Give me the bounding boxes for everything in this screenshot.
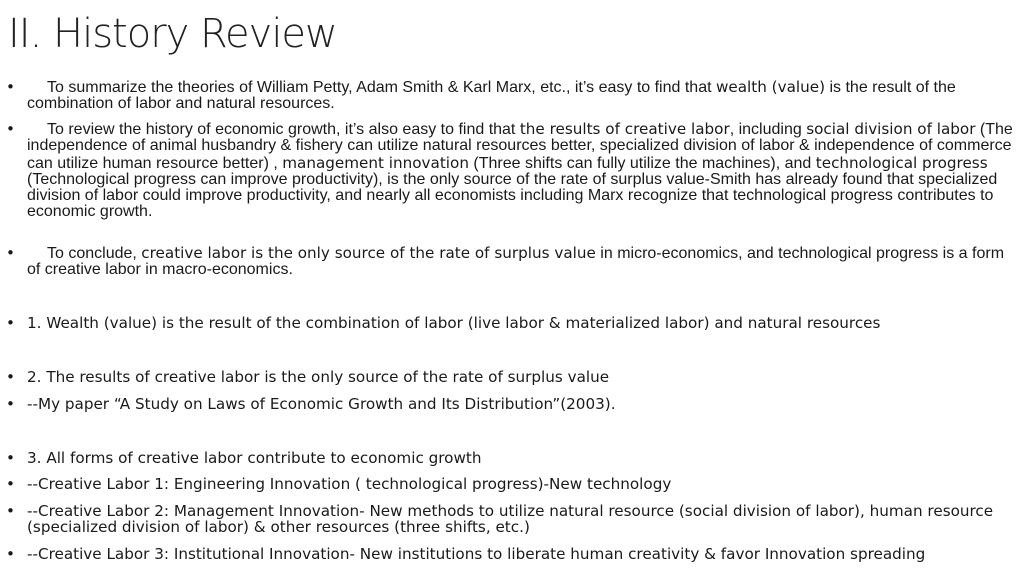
point-paper-reference [6, 396, 1018, 413]
text-run: , including [729, 121, 807, 138]
bullet-dot: • [6, 314, 15, 332]
text-run: (The independence of animal husbandry & fishery can utilize natural resources better, specialized division of labor & independence of commerce can utilize human resource better) , [27, 121, 1013, 172]
bullet-dot: • [6, 120, 15, 138]
bullet-text [27, 121, 1018, 221]
text-run: --Creative Labor 1: Engineering Innovation ( technological progress)- [27, 475, 550, 493]
bullet-dot: • [6, 244, 15, 262]
text-run: to utilize natural resource (social division of labor), human resource (specialized division of labor) & other resources (three shifts, etc.) [27, 502, 994, 536]
creative-labor-2 [6, 503, 1018, 535]
bullet-summary [6, 79, 1018, 113]
emphasis-new-methods: New methods [369, 502, 474, 520]
bullet-text [27, 79, 1018, 113]
text-run: --Creative Labor 2: Management Innovation- [27, 502, 370, 520]
bullet-dot: • [6, 475, 15, 493]
point-text [27, 476, 1018, 493]
point-text: 3. All forms of creative labor contribute to economic growth [27, 449, 482, 467]
point-text: 2. The results of creative labor is the only source of the rate of surplus value [27, 368, 610, 386]
bullet-dot: • [6, 395, 15, 413]
bullet-dot: • [6, 78, 15, 96]
bullet-dot: • [6, 502, 15, 520]
text-run: in micro-economics, and technological progress is a form of creative labor in macro-economics. [27, 245, 1005, 279]
bullet-history-review [6, 121, 1018, 221]
emphasis-creative-labor-source: creative labor is the only source of the rate of surplus value [141, 244, 596, 262]
text-run: To summarize the theories of William Petty, Adam Smith & Karl Marx, etc., it’s easy to find that [47, 79, 716, 96]
creative-labor-3 [6, 546, 1018, 563]
point-text [27, 503, 1018, 535]
creative-labor-1 [6, 476, 1018, 493]
point-text: --My paper “A Study on Laws of Economic Growth and Its Distribution”(2003). [27, 395, 616, 413]
text-run: To review the history of economic growth, it’s also easy to find that [47, 121, 520, 138]
point-creative-labor [6, 369, 1018, 386]
emphasis-social-division: social division of labor [806, 120, 976, 138]
bullet-dot: • [6, 368, 15, 386]
bullet-dot: • [6, 449, 15, 467]
text-run: to liberate human creativity & favor Innovation spreading [482, 545, 926, 563]
point-wealth [6, 315, 1018, 332]
emphasis-creative-labor-results: the results of creative labor [519, 120, 730, 138]
point-text: 1. Wealth (value) is the result of the combination of labor (live labor & materialized labor) and natural resources [27, 314, 881, 332]
text-run: --Creative Labor 3: Institutional Innovation- [27, 545, 360, 563]
text-run: is the result of the combination of labor and natural resources. [27, 79, 956, 113]
emphasis-technological-progress: technological progress [815, 153, 988, 172]
point-all-forms [6, 450, 1018, 467]
bullet-conclusion [6, 245, 1018, 279]
emphasis-management-innovation: management innovation [282, 153, 469, 172]
text-run: (Technological progress can improve productivity), is the only source of the rate of surplus value-Smith has already found that specialized division of labor could improve productivity, and nearly all economists including Marx recognize that technological progress contributes to economic growth. [27, 170, 998, 221]
text-run: To conclude, [47, 245, 142, 262]
emphasis-wealth: wealth (value) [715, 78, 826, 96]
emphasis-new-institutions: New institutions [359, 545, 483, 563]
bullet-text [27, 245, 1018, 279]
point-text [27, 546, 1018, 563]
slide-title: II. History Review [8, 11, 337, 57]
emphasis-new-technology: New technology [549, 475, 672, 493]
text-run: (Three shifts can fully utilize the machines), and [468, 154, 816, 172]
bullet-dot: • [6, 545, 15, 563]
